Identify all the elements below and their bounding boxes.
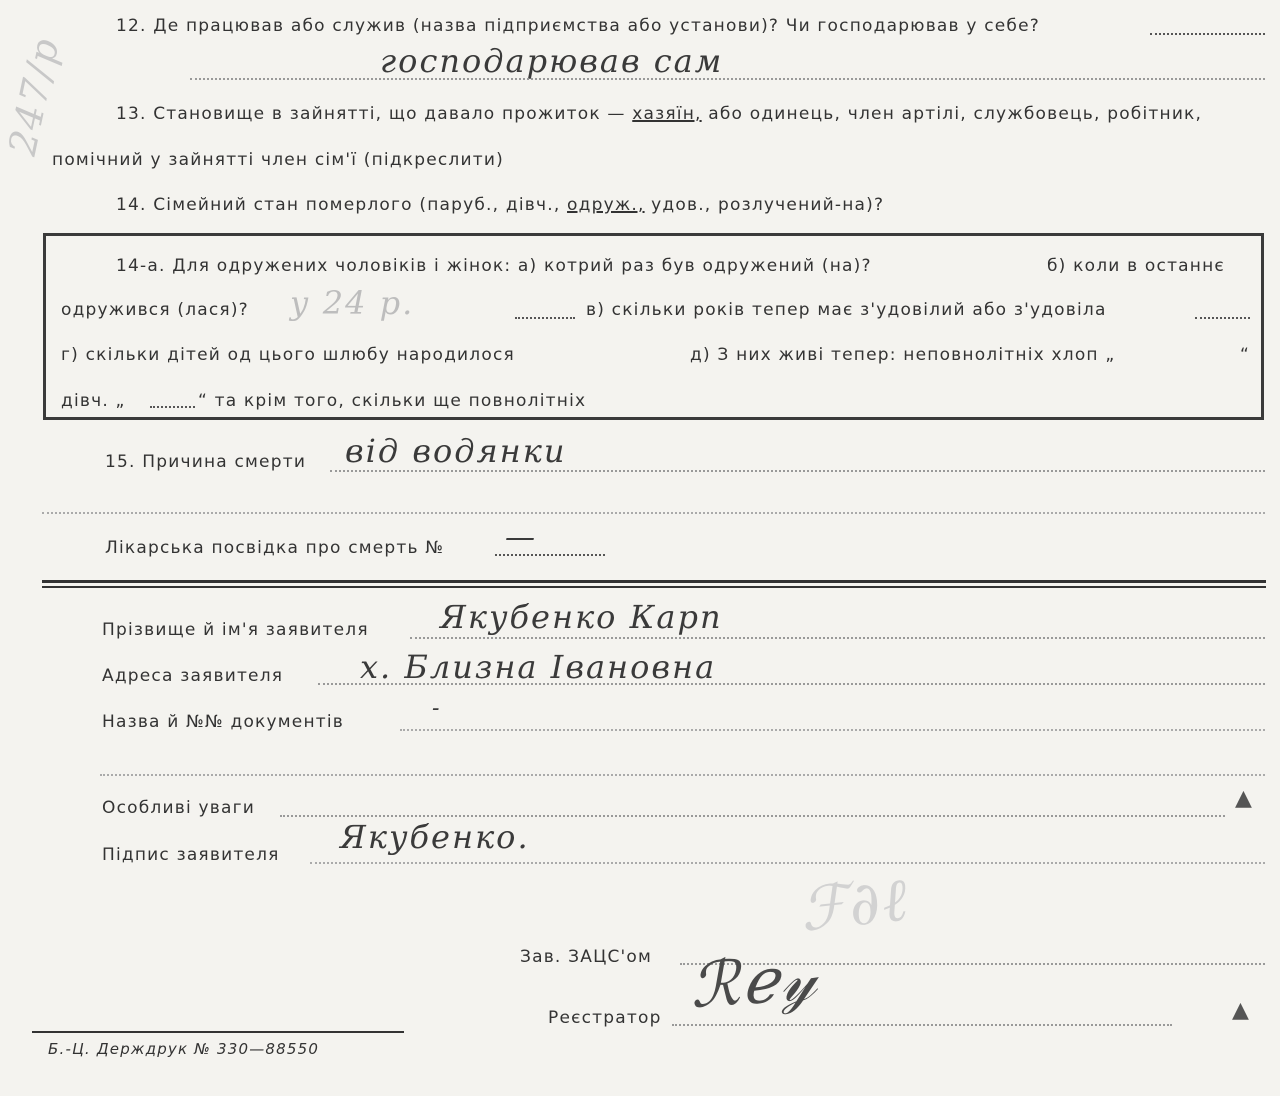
applicant-address-dotted-line	[318, 683, 1265, 685]
q12-answer: господарював сам	[380, 42, 724, 80]
applicant-documents-dotted-line-1	[400, 729, 1265, 731]
medical-number: —	[505, 520, 537, 555]
q14a-line2b: в) скільки років тепер має з'удовілий або з'удовіла	[586, 300, 1107, 320]
separator-rule-top	[42, 580, 1266, 583]
q12-label: 12. Де працював або служив (назва підприємства або установи)? Чи господарював у себе?	[116, 16, 1040, 36]
ink-blot-mark: ▲	[1235, 786, 1252, 811]
applicant-notes-dotted-line	[280, 815, 1225, 817]
q14a-line2a: одружився (лася)?	[61, 300, 249, 320]
ink-blot-mark-2: ▲	[1232, 998, 1249, 1023]
q13-line1-text: 13. Становище в зайнятті, що давало прожиток —	[116, 104, 626, 124]
applicant-signature-dotted-line	[310, 862, 1265, 864]
medical-dotted-line	[495, 554, 605, 556]
q13-line2: помічний у зайнятті член сім'ї (підкреслити)	[52, 150, 504, 170]
applicant-signature-label: Підпис заявителя	[102, 845, 280, 865]
q15-dotted-line-1	[330, 470, 1265, 472]
applicant-notes-label: Особливі уваги	[102, 798, 255, 818]
q14a-line1a: 14-а. Для одружених чоловіків і жінок: а) котрий раз був одружений (на)?	[116, 256, 872, 276]
applicant-address-label: Адреса заявителя	[102, 666, 284, 686]
q13-line1-rest: або одинець, член артілі, службовець, робітник,	[708, 104, 1203, 124]
applicant-documents-dotted-line-2	[100, 774, 1265, 776]
printer-info: Б.-Ц. Держдрук № 330—88550	[48, 1040, 320, 1058]
q14-prefix: 14. Сімейний стан померлого (паруб., дівч.,	[116, 195, 561, 215]
q14a-line3a: г) скільки дітей од цього шлюбу народилося	[61, 345, 515, 365]
q14a-line1b: б) коли в останнє	[1047, 256, 1225, 276]
applicant-name-dotted-line	[410, 637, 1265, 639]
applicant-documents-value: -	[432, 696, 442, 721]
head-label: Зав. ЗАЦС'ом	[520, 947, 653, 967]
q14a-dotted-line-year	[515, 317, 575, 319]
q14a-line3c: “	[1240, 345, 1251, 365]
q15-dotted-line-2	[42, 512, 1265, 514]
q14a-line3b: д) З них живі тепер: неповнолітніх хлоп „	[690, 345, 1116, 365]
q13-line1	[116, 104, 1202, 124]
q14-line	[116, 195, 884, 215]
registrar-label: Реєстратор	[548, 1008, 662, 1028]
registrar-signature-mark: ℛℯ𝓎	[687, 940, 821, 1023]
q14a-line4b: “ та крім того, скільки ще повнолітніх	[198, 391, 587, 411]
separator-rule-bottom	[42, 586, 1266, 588]
applicant-signature-value: Якубенко.	[340, 818, 530, 856]
applicant-documents-label: Назва й №№ документів	[102, 712, 345, 732]
margin-note: 247/р	[0, 32, 68, 160]
q14a-line4a: дівч. „	[61, 391, 126, 411]
q14a-dotted-line-widowed	[1195, 317, 1250, 319]
q15-label: 15. Причина смерти	[105, 452, 307, 472]
q14a-dotted-line-girls	[150, 406, 195, 408]
medical-label: Лікарська посвідка про смерть №	[105, 538, 445, 558]
q15-answer: від водянки	[345, 432, 567, 470]
q12-dotted-line-1	[1150, 33, 1265, 35]
q12-dotted-line-2	[190, 78, 1265, 80]
registrar-dotted-line	[672, 1024, 1172, 1026]
q14-option-married: одруж.,	[567, 195, 645, 215]
q14-suffix: удов., розлучений-на)?	[651, 195, 885, 215]
applicant-name-label: Прізвище й ім'я заявителя	[102, 620, 369, 640]
footer-rule	[32, 1031, 404, 1033]
applicant-address-value: х. Близна Івановна	[360, 648, 717, 686]
q13-option-owner: хазяїн,	[632, 104, 702, 124]
applicant-name-value: Якубенко Карп	[440, 598, 723, 636]
q14a-married-year: у 24 р.	[290, 284, 415, 322]
pencil-scribble-mark: ℱ∂ℓ	[796, 864, 913, 946]
